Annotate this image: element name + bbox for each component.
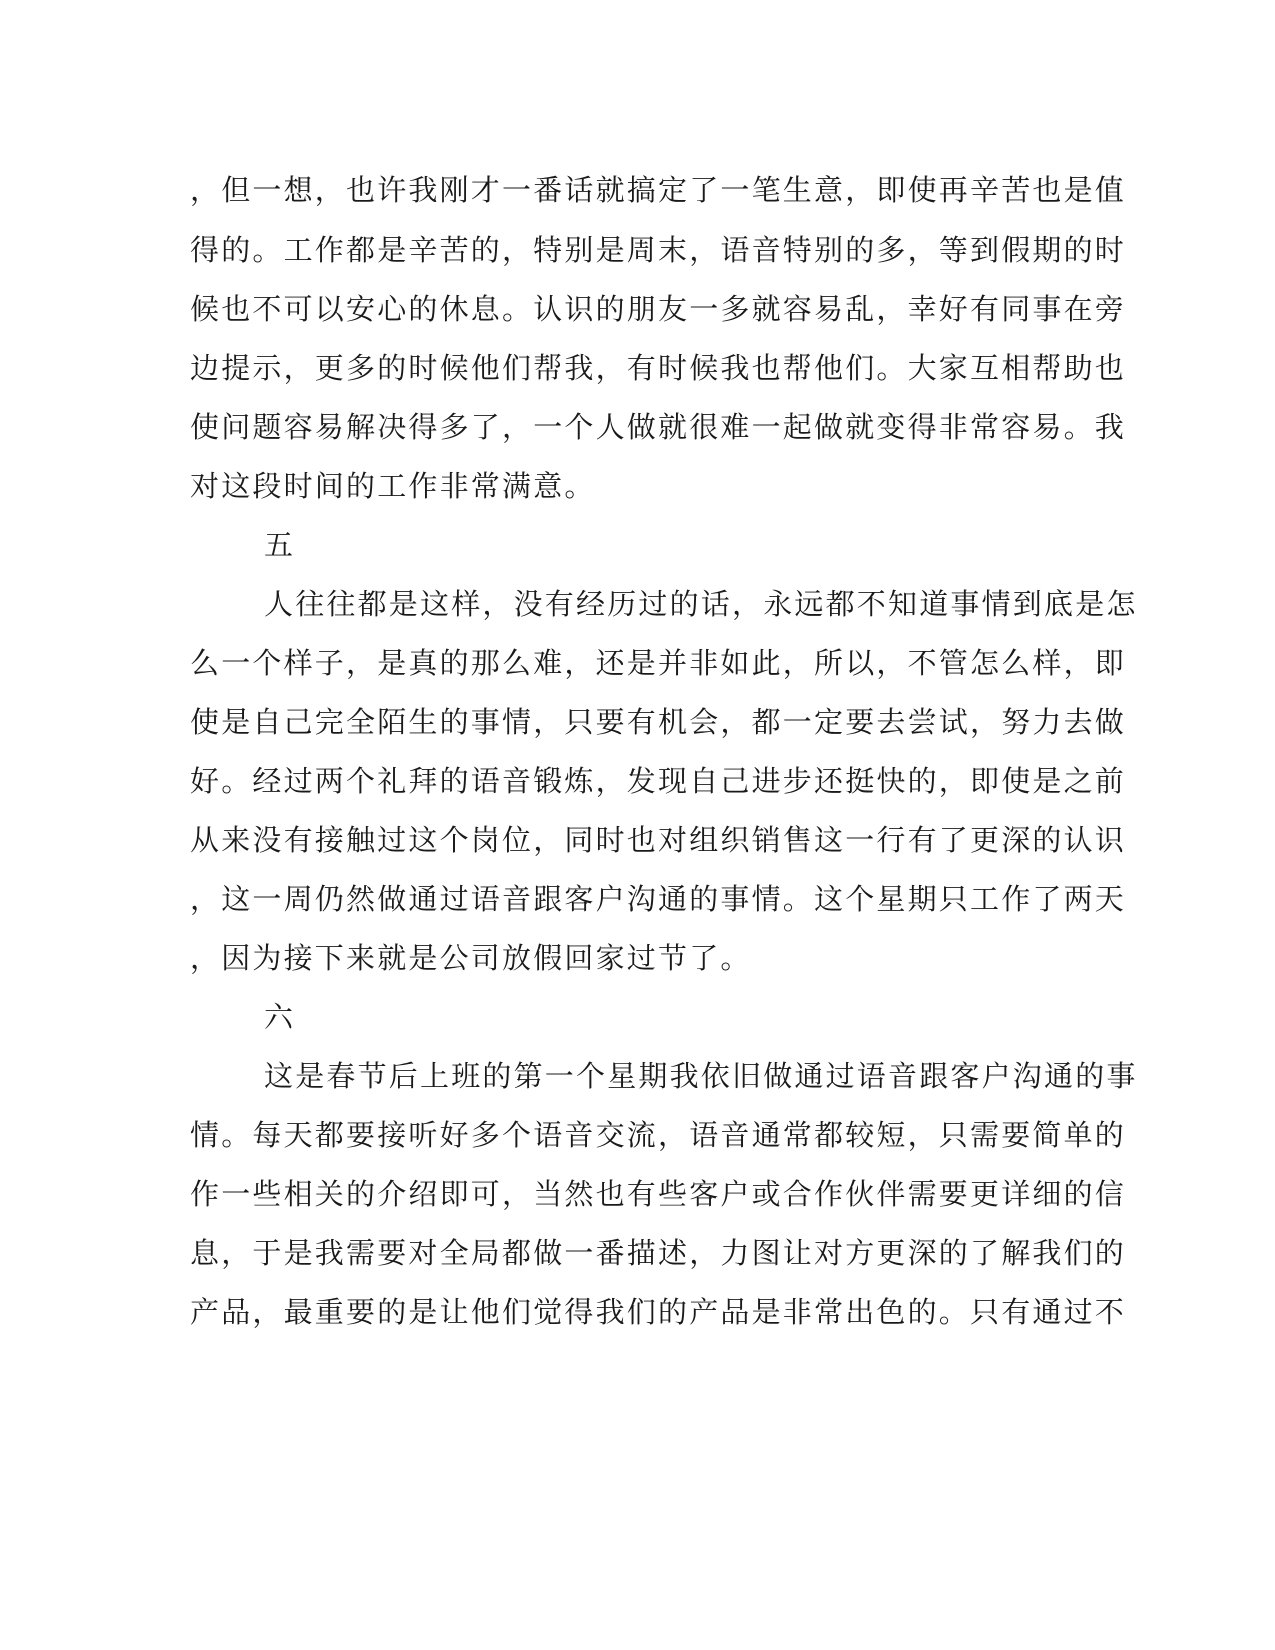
text-line: 边提示，更多的时候他们帮我，有时候我也帮他们。大家互相帮助也 — [190, 351, 1127, 385]
text-line: ，这一周仍然做通过语音跟客户沟通的事情。这个星期只工作了两天 — [190, 882, 1127, 916]
text-line: 这是春节后上班的第一个星期我依旧做通过语音跟客户沟通的事 — [264, 1059, 1138, 1093]
text-line: 好。经过两个礼拜的语音锻炼，发现自己进步还挺快的，即使是之前 — [190, 764, 1127, 798]
text-line: 息，于是我需要对全局都做一番描述，力图让对方更深的了解我们的 — [190, 1236, 1127, 1270]
text-line: 产品，最重要的是让他们觉得我们的产品是非常出色的。只有通过不 — [190, 1295, 1127, 1329]
text-line: 从来没有接触过这个岗位，同时也对组织销售这一行有了更深的认识 — [190, 823, 1127, 857]
text-line: 得的。工作都是辛苦的，特别是周末，语音特别的多，等到假期的时 — [190, 233, 1127, 267]
text-line: 使问题容易解决得多了，一个人做就很难一起做就变得非常容易。我 — [190, 410, 1127, 444]
text-line: 人往往都是这样，没有经历过的话，永远都不知道事情到底是怎 — [264, 587, 1138, 621]
text-line: 么一个样子，是真的那么难，还是并非如此，所以，不管怎么样，即 — [190, 646, 1127, 680]
section-heading: 五 — [264, 528, 296, 562]
section-heading: 六 — [264, 1000, 296, 1034]
text-line: 使是自己完全陌生的事情，只要有机会，都一定要去尝试，努力去做 — [190, 705, 1127, 739]
text-line: 候也不可以安心的休息。认识的朋友一多就容易乱，幸好有同事在旁 — [190, 292, 1127, 326]
text-line: 情。每天都要接听好多个语音交流，语音通常都较短，只需要简单的 — [190, 1118, 1127, 1152]
text-line: ，因为接下来就是公司放假回家过节了。 — [190, 941, 752, 975]
text-line: 对这段时间的工作非常满意。 — [190, 469, 596, 503]
text-line: 作一些相关的介绍即可，当然也有些客户或合作伙伴需要更详细的信 — [190, 1177, 1127, 1211]
text-line: ，但一想，也许我刚才一番话就搞定了一笔生意，即使再辛苦也是值 — [190, 173, 1127, 207]
